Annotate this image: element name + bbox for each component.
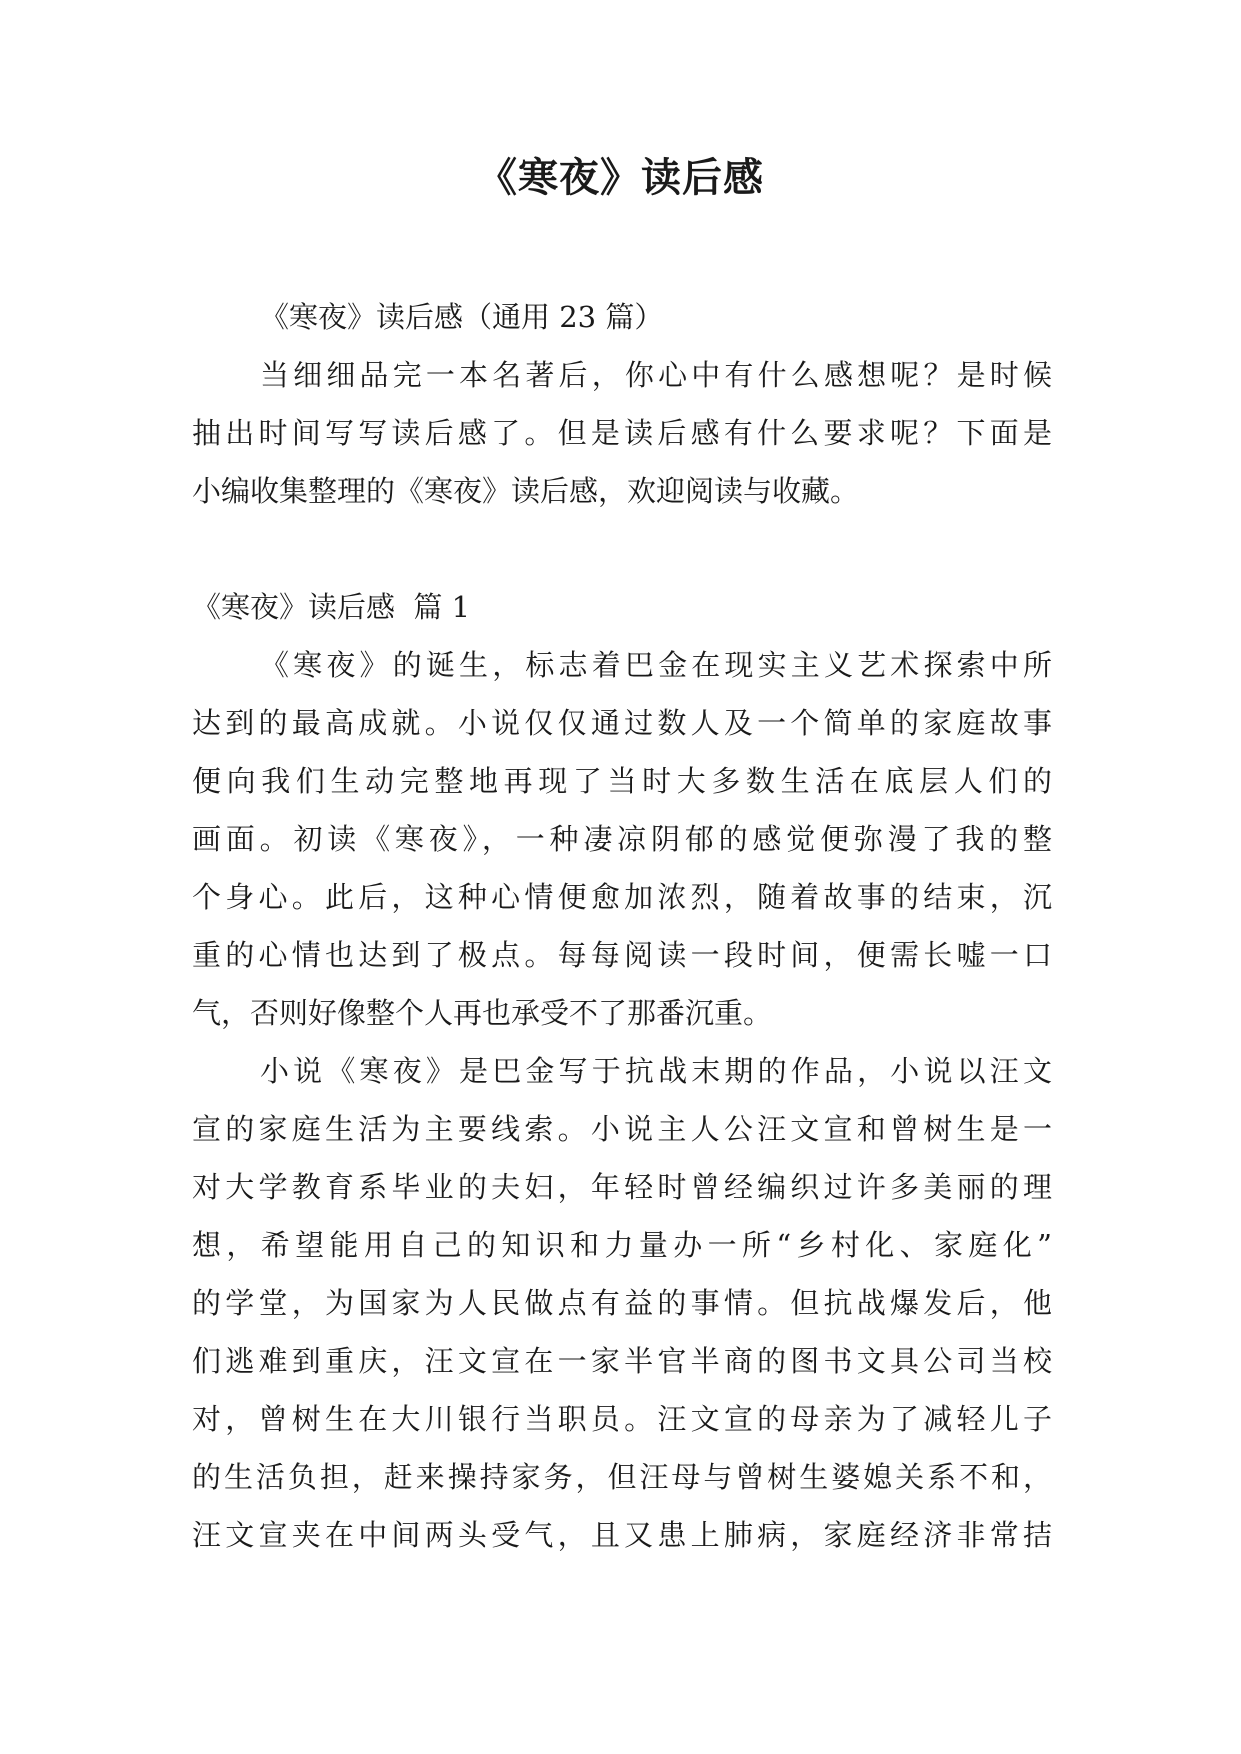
section-heading: 《寒夜》读后感 篇 1 — [192, 590, 471, 624]
paragraph-line: 对大学教育系毕业的夫妇，年轻时曾经编织过许多美丽的理 — [192, 1170, 1052, 1204]
paragraph-line: 的生活负担，赶来操持家务，但汪母与曾树生婆媳关系不和， — [192, 1460, 1052, 1494]
paragraph-line: 宣的家庭生活为主要线索。小说主人公汪文宣和曾树生是一 — [192, 1112, 1052, 1146]
intro-line: 抽出时间写写读后感了。但是读后感有什么要求呢？下面是 — [192, 416, 1052, 450]
paragraph-line: 气，否则好像整个人再也承受不了那番沉重。 — [192, 996, 773, 1030]
paragraph-line: 对，曾树生在大川银行当职员。汪文宣的母亲为了减轻儿子 — [192, 1402, 1052, 1436]
paragraph-line: 们逃难到重庆，汪文宣在一家半官半商的图书文具公司当校 — [192, 1344, 1052, 1378]
paragraph-line: 想，希望能用自己的知识和力量办一所“乡村化、家庭化” — [192, 1228, 1052, 1262]
document-title: 《寒夜》读后感 — [477, 155, 764, 201]
subtitle-line: 《寒夜》读后感（通用 23 篇） — [260, 300, 664, 334]
paragraph-line: 小说《寒夜》是巴金写于抗战末期的作品，小说以汪文 — [260, 1054, 1052, 1088]
paragraph-line: 《寒夜》的诞生，标志着巴金在现实主义艺术探索中所 — [260, 648, 1052, 682]
intro-line: 当细细品完一本名著后，你心中有什么感想呢？是时候 — [260, 358, 1052, 392]
paragraph-line: 个身心。此后，这种心情便愈加浓烈，随着故事的结束，沉 — [192, 880, 1052, 914]
intro-line: 小编收集整理的《寒夜》读后感，欢迎阅读与收藏。 — [192, 474, 860, 508]
paragraph-line: 便向我们生动完整地再现了当时大多数生活在底层人们的 — [192, 764, 1052, 798]
paragraph-line: 的学堂，为国家为人民做点有益的事情。但抗战爆发后，他 — [192, 1286, 1052, 1320]
paragraph-line: 画面。初读《寒夜》，一种凄凉阴郁的感觉便弥漫了我的整 — [192, 822, 1052, 856]
paragraph-line: 汪文宣夹在中间两头受气，且又患上肺病，家庭经济非常拮 — [192, 1518, 1052, 1552]
paragraph-line: 达到的最高成就。小说仅仅通过数人及一个简单的家庭故事 — [192, 706, 1052, 740]
paragraph-line: 重的心情也达到了极点。每每阅读一段时间，便需长嘘一口 — [192, 938, 1052, 972]
blank-line — [192, 520, 1052, 578]
document-body — [192, 288, 1052, 1564]
